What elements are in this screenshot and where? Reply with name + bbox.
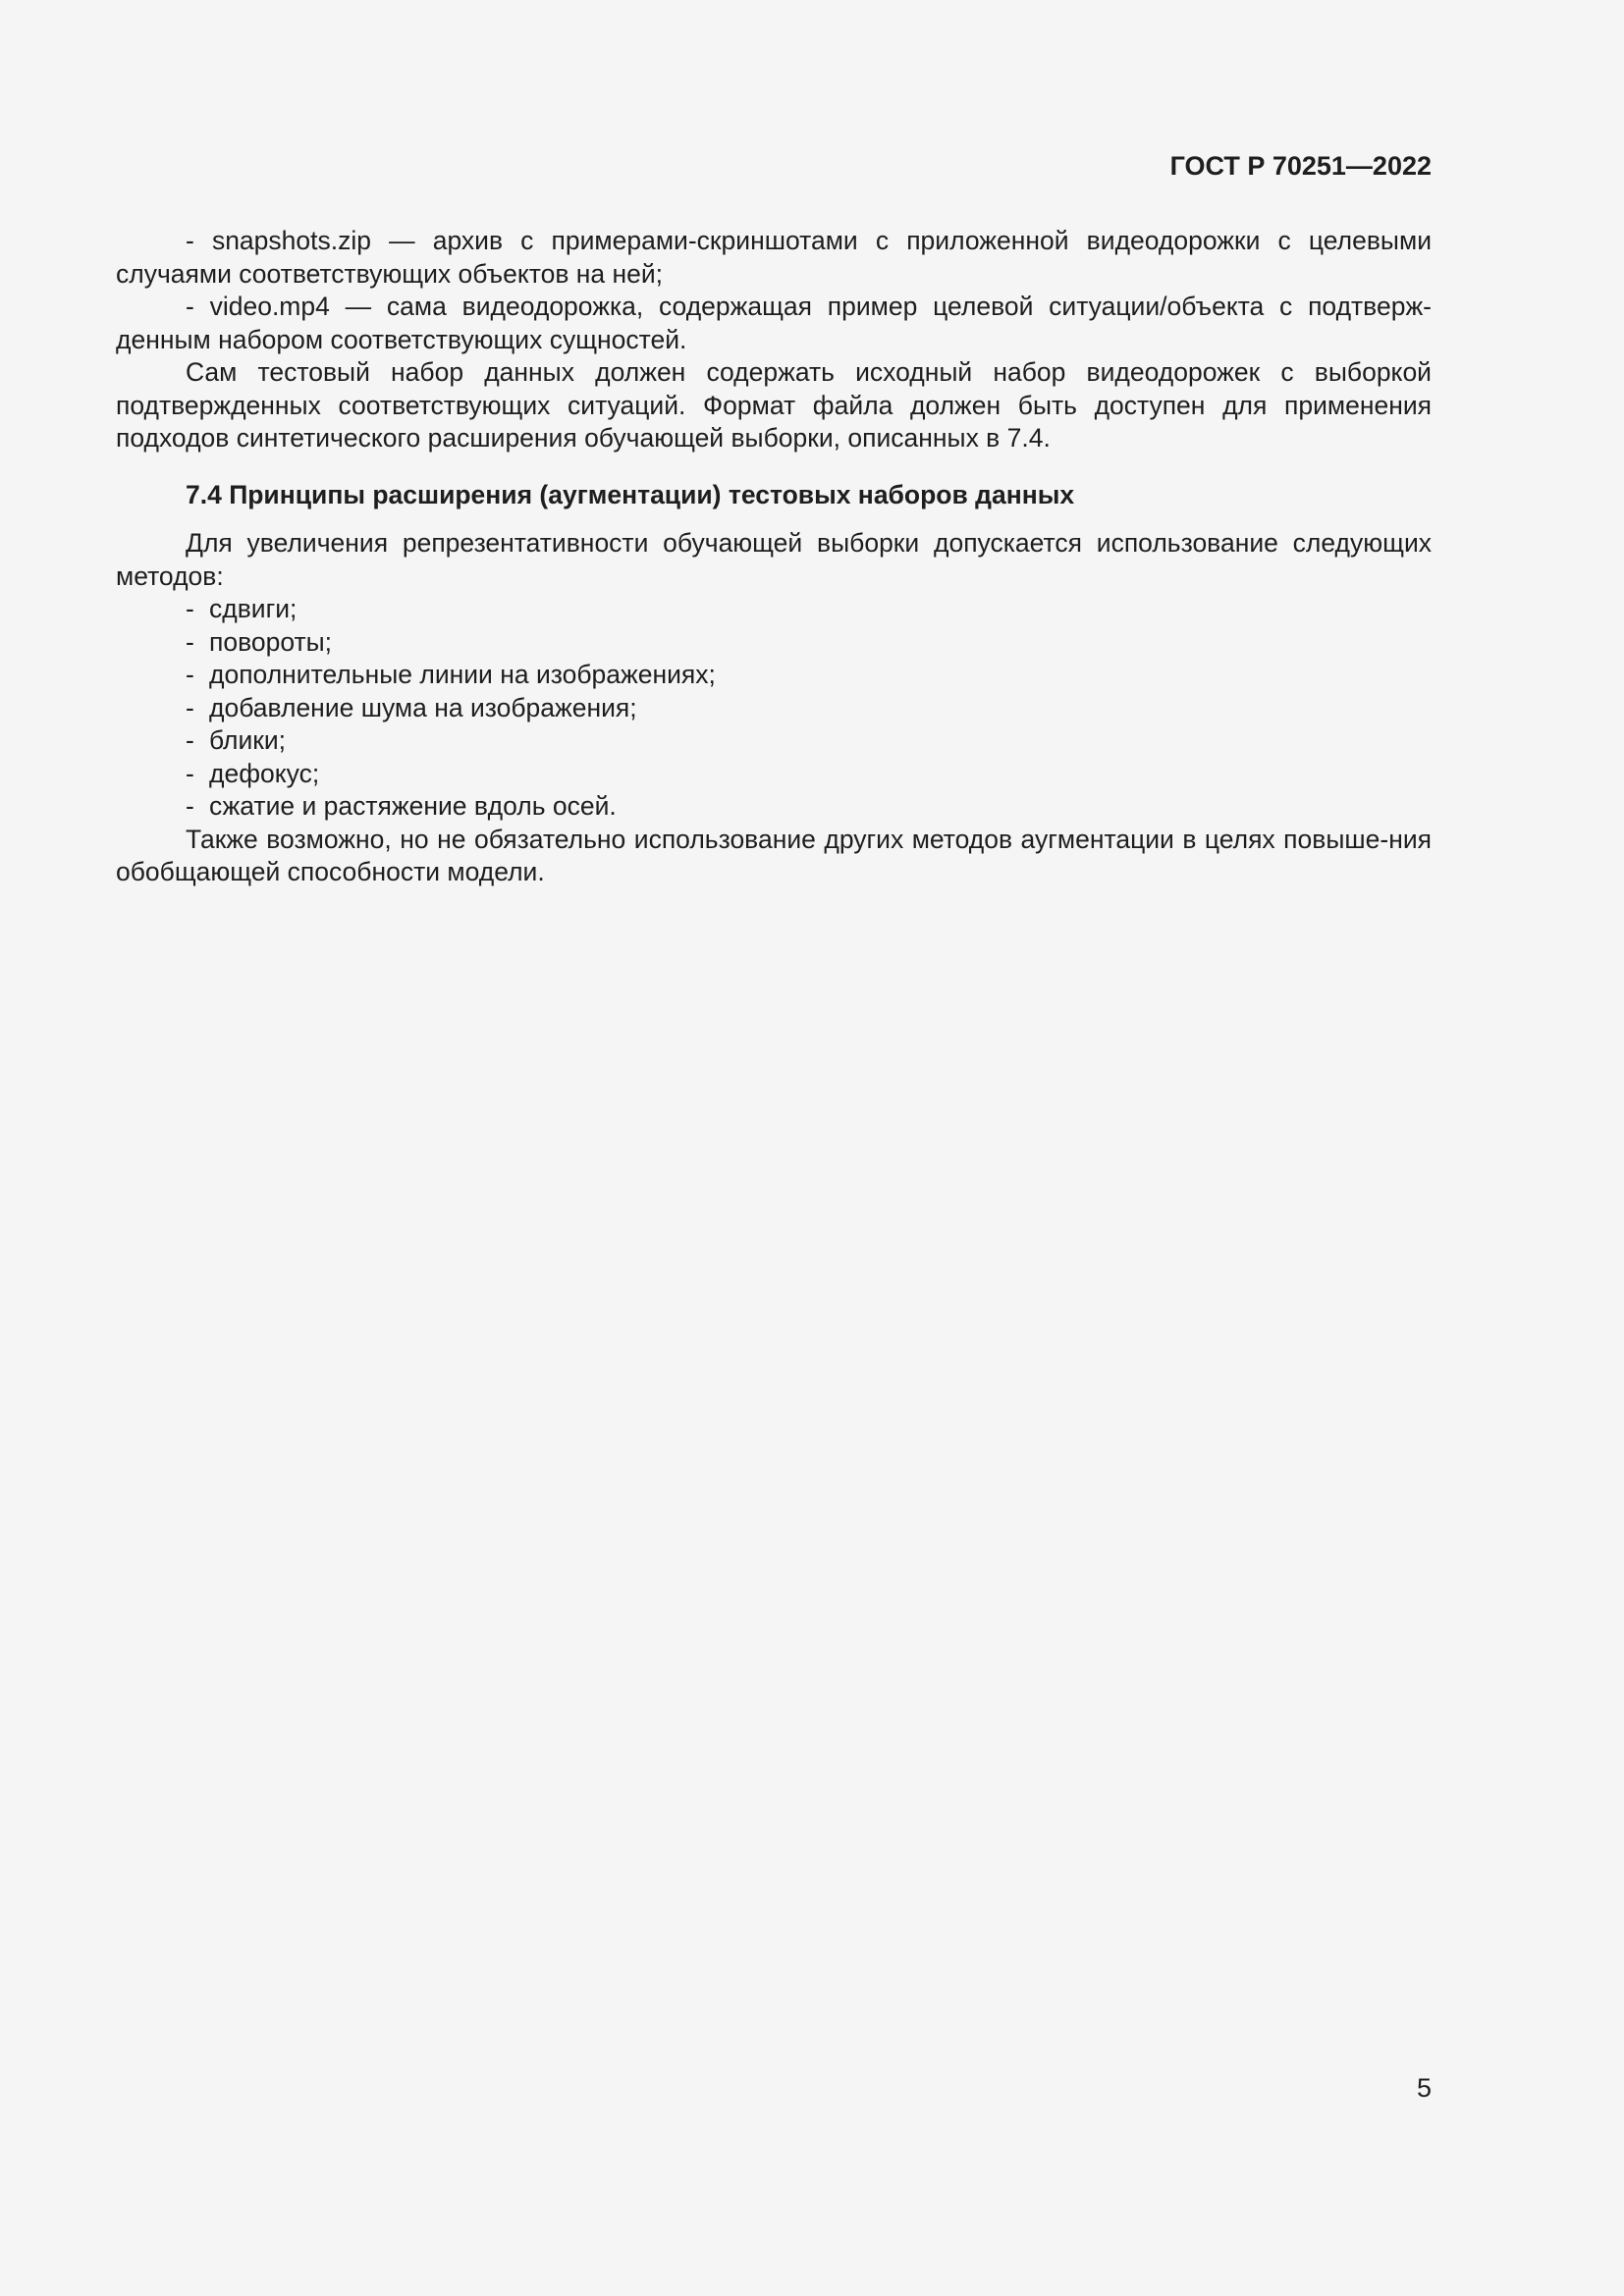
list-item-text: дополнительные линии на изображениях;	[209, 660, 716, 689]
list-dash: -	[186, 660, 194, 689]
list-item-text: добавление шума на изображения;	[209, 692, 637, 722]
page-number: 5	[1416, 2073, 1432, 2103]
list-item-text: блики;	[209, 725, 287, 755]
list-item-text: дефокус;	[209, 758, 320, 788]
list-dash: -	[186, 791, 194, 821]
document-page	[116, 0, 1432, 2296]
list-item	[186, 724, 1432, 758]
document-code: ГОСТ Р 70251—2022	[1169, 151, 1432, 181]
list-item-text: сдвиги;	[209, 594, 298, 623]
list-item	[186, 692, 1432, 725]
list-dash: -	[186, 758, 194, 788]
paragraph-dataset-description: Сам тестовый набор данных должен содержать исходный набор видеодорожек с выборкой подтвержденных соответствующих ситуаций. Формат файла должен быть доступен для применения подходов синтетического расширения обучающей выборки, описанных в 7.4.	[116, 357, 1432, 453]
augmentation-methods-list	[116, 593, 1432, 824]
list-item	[186, 593, 1432, 626]
list-item	[186, 758, 1432, 791]
list-item-text: повороты;	[209, 626, 333, 657]
page-content	[116, 225, 1432, 889]
list-dash: -	[186, 692, 194, 722]
paragraph-augmentation-intro: Для увеличения репрезентативности обучающей выборки допускается использование следующих методов:	[116, 528, 1432, 591]
section-heading: 7.4 Принципы расширения (аугментации) тестовых наборов данных	[186, 479, 1075, 509]
list-item	[186, 659, 1432, 692]
list-dash: -	[186, 725, 194, 755]
list-item	[186, 626, 1432, 660]
paragraph-augmentation-outro: Также возможно, но не обязательно использование других методов аугментации в целях повыше-ния обобщающей способности модели.	[116, 824, 1432, 886]
list-item-text: сжатие и растяжение вдоль осей.	[209, 791, 617, 821]
paragraph-snapshots-item: - snapshots.zip — архив с примерами-скриншотами с приложенной видеодорожки с целевыми случаями соответствующих объектов на ней;	[116, 226, 1432, 289]
list-dash: -	[186, 594, 194, 623]
list-dash: -	[186, 626, 194, 657]
list-item	[186, 790, 1432, 824]
paragraph-video-item: - video.mp4 — сама видеодорожка, содержащая пример целевой ситуации/объекта с подтверж-денным набором соответствующих сущностей.	[116, 292, 1432, 354]
